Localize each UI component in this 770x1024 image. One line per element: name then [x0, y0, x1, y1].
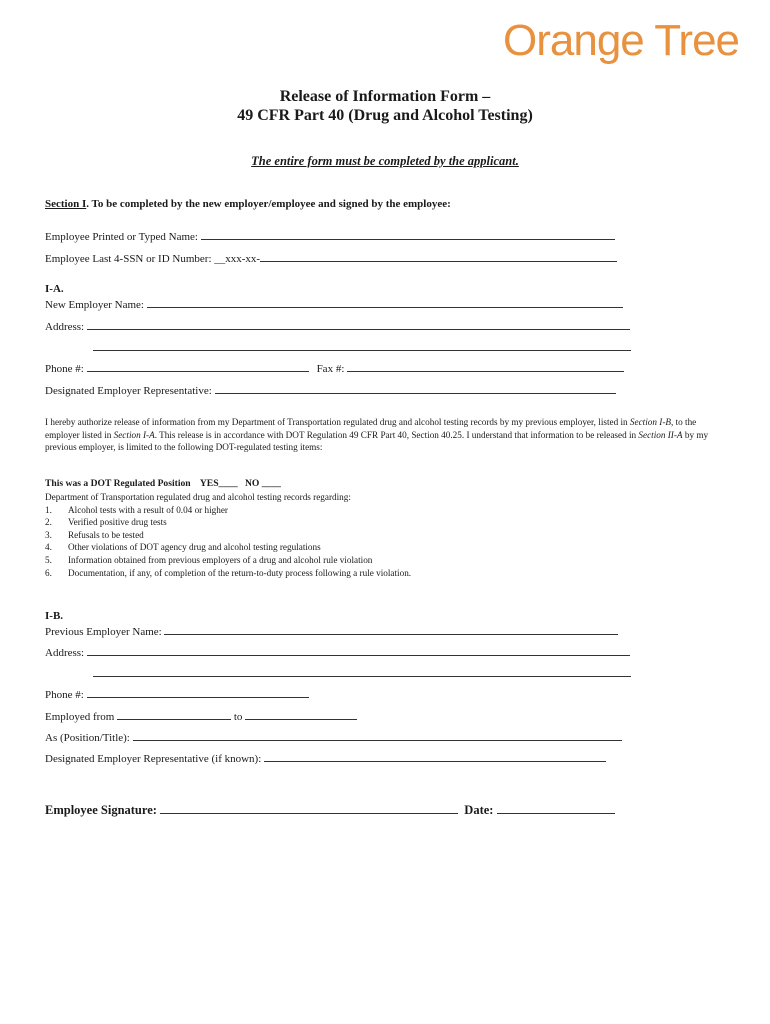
- signature-row: [45, 800, 615, 818]
- dot-no-option[interactable]: NO ____: [244, 478, 281, 489]
- authorization-paragraph: [45, 416, 725, 454]
- section-ib-heading: I-B.: [45, 610, 64, 622]
- list-item-text: Refusals to be tested: [68, 529, 144, 540]
- list-item-number: 2.: [45, 517, 52, 528]
- list-item: [45, 567, 411, 580]
- ib-phone-row: [45, 687, 309, 701]
- ib-phone-label: Phone #:: [45, 689, 84, 701]
- authorization-text-3: . This release is in accordance with DOT Regulation 49 CFR Part 40, Section 40.25. I understand that information to be released in: [154, 429, 639, 440]
- ssn-prefix: __xxx-xx-: [214, 253, 261, 265]
- ia-phone-field[interactable]: [87, 361, 309, 372]
- dot-position-label: This was a DOT Regulated Position: [45, 478, 191, 489]
- dot-yes-option[interactable]: YES____: [199, 478, 238, 489]
- authorization-text-1: I hereby authorize release of information from my Department of Transportation regulated drug and alcohol testing records by my previous employer, listed in: [45, 417, 630, 427]
- ib-phone-field[interactable]: [87, 687, 309, 698]
- list-item: [45, 516, 411, 529]
- logo-text: Orange Tree: [503, 16, 740, 65]
- employed-to-label: to: [233, 711, 243, 723]
- ib-rep-field[interactable]: [264, 751, 606, 762]
- employed-dates-row: [45, 709, 357, 723]
- ib-address-field[interactable]: [87, 645, 630, 656]
- section-ia-heading: I-A.: [45, 283, 64, 295]
- ib-address-line2-row: [93, 666, 631, 680]
- form-title-line2: 49 CFR Part 40 (Drug and Alcohol Testing): [237, 107, 533, 124]
- employee-name-field[interactable]: [201, 229, 615, 240]
- section-1-heading: [45, 198, 451, 210]
- date-label: Date:: [464, 803, 494, 817]
- ia-address-field[interactable]: [87, 319, 630, 330]
- list-item-text: Information obtained from previous employers of a drug and alcohol rule violation: [68, 554, 373, 565]
- ia-address-row: [45, 319, 630, 333]
- date-field[interactable]: [497, 800, 615, 814]
- records-list: [45, 491, 411, 579]
- ia-fax-field[interactable]: [347, 361, 624, 372]
- ib-rep-label: Designated Employer Representative (if known):: [45, 753, 262, 765]
- ia-rep-row: [45, 383, 616, 397]
- employed-to-field[interactable]: [245, 709, 357, 720]
- ia-phone-fax-row: [45, 361, 624, 375]
- list-item: [45, 554, 411, 567]
- prev-employer-field[interactable]: [164, 624, 618, 635]
- list-item-text: Documentation, if any, of completion of the return-to-duty process following a rule violation.: [68, 567, 412, 578]
- ia-fax-label: Fax #:: [316, 363, 345, 375]
- ia-rep-field[interactable]: [215, 383, 616, 394]
- list-item-text: Alcohol tests with a result of 0.04 or higher: [68, 504, 228, 515]
- employee-ssn-row: [45, 251, 617, 265]
- authorization-ref-iia: Section II-A: [638, 429, 683, 440]
- authorization-ref-ia: Section I-A: [113, 429, 155, 440]
- employed-from-field[interactable]: [117, 709, 231, 720]
- position-field[interactable]: [133, 730, 622, 741]
- list-item-text: Verified positive drug tests: [68, 517, 167, 528]
- authorization-ref-ib: Section I-B: [629, 417, 671, 427]
- list-item: [45, 504, 411, 517]
- dot-position-row: [45, 478, 281, 489]
- list-item-number: 6.: [45, 567, 52, 578]
- ia-phone-label: Phone #:: [45, 363, 84, 375]
- list-item-text: Other violations of DOT agency drug and alcohol testing regulations: [68, 542, 321, 553]
- orange-tree-logo: [503, 14, 753, 68]
- prev-employer-label: Previous Employer Name:: [45, 626, 162, 638]
- employee-ssn-label: Employee Last 4-SSN or ID Number:: [45, 253, 212, 265]
- new-employer-label: New Employer Name:: [45, 299, 144, 311]
- authorization-text-4: by my previous employer, is limited to the following DOT-regulated testing items:: [45, 429, 709, 452]
- new-employer-row: [45, 297, 623, 311]
- ia-address-label: Address:: [45, 321, 85, 333]
- form-instruction: [0, 154, 770, 169]
- list-item-number: 5.: [45, 554, 52, 565]
- position-row: [45, 730, 622, 744]
- list-item: [45, 541, 411, 554]
- list-item: [45, 529, 411, 542]
- ib-address-line2-field[interactable]: [93, 666, 631, 677]
- ib-address-row: [45, 645, 630, 659]
- signature-label: Employee Signature:: [45, 803, 157, 817]
- section-1-label: Section I: [45, 198, 87, 210]
- authorization-text-2: , to the employer listed in: [45, 417, 697, 440]
- signature-field[interactable]: [160, 800, 458, 814]
- section-1-text: . To be completed by the new employer/employee and signed by the employee:: [86, 198, 451, 210]
- new-employer-field[interactable]: [147, 297, 623, 308]
- employee-ssn-field[interactable]: [260, 251, 617, 262]
- records-intro: Department of Transportation regulated drug and alcohol testing records regarding:: [45, 492, 351, 502]
- ia-address-line2-field[interactable]: [93, 340, 631, 351]
- employee-name-label: Employee Printed or Typed Name:: [45, 231, 198, 243]
- form-title-line1: Release of Information Form –: [279, 88, 491, 105]
- ia-address-line2-row: [93, 340, 631, 354]
- list-item-number: 4.: [45, 542, 52, 553]
- ia-rep-label: Designated Employer Representative:: [45, 385, 212, 397]
- position-label: As (Position/Title):: [45, 732, 130, 744]
- employed-from-label: Employed from: [45, 711, 115, 723]
- ib-address-label: Address:: [45, 647, 85, 659]
- list-item-number: 1.: [45, 504, 52, 515]
- list-item-number: 3.: [45, 529, 52, 540]
- instruction-text: The entire form must be completed by the applicant.: [251, 154, 519, 168]
- employee-name-row: [45, 229, 615, 243]
- ib-rep-row: [45, 751, 606, 765]
- prev-employer-row: [45, 624, 618, 638]
